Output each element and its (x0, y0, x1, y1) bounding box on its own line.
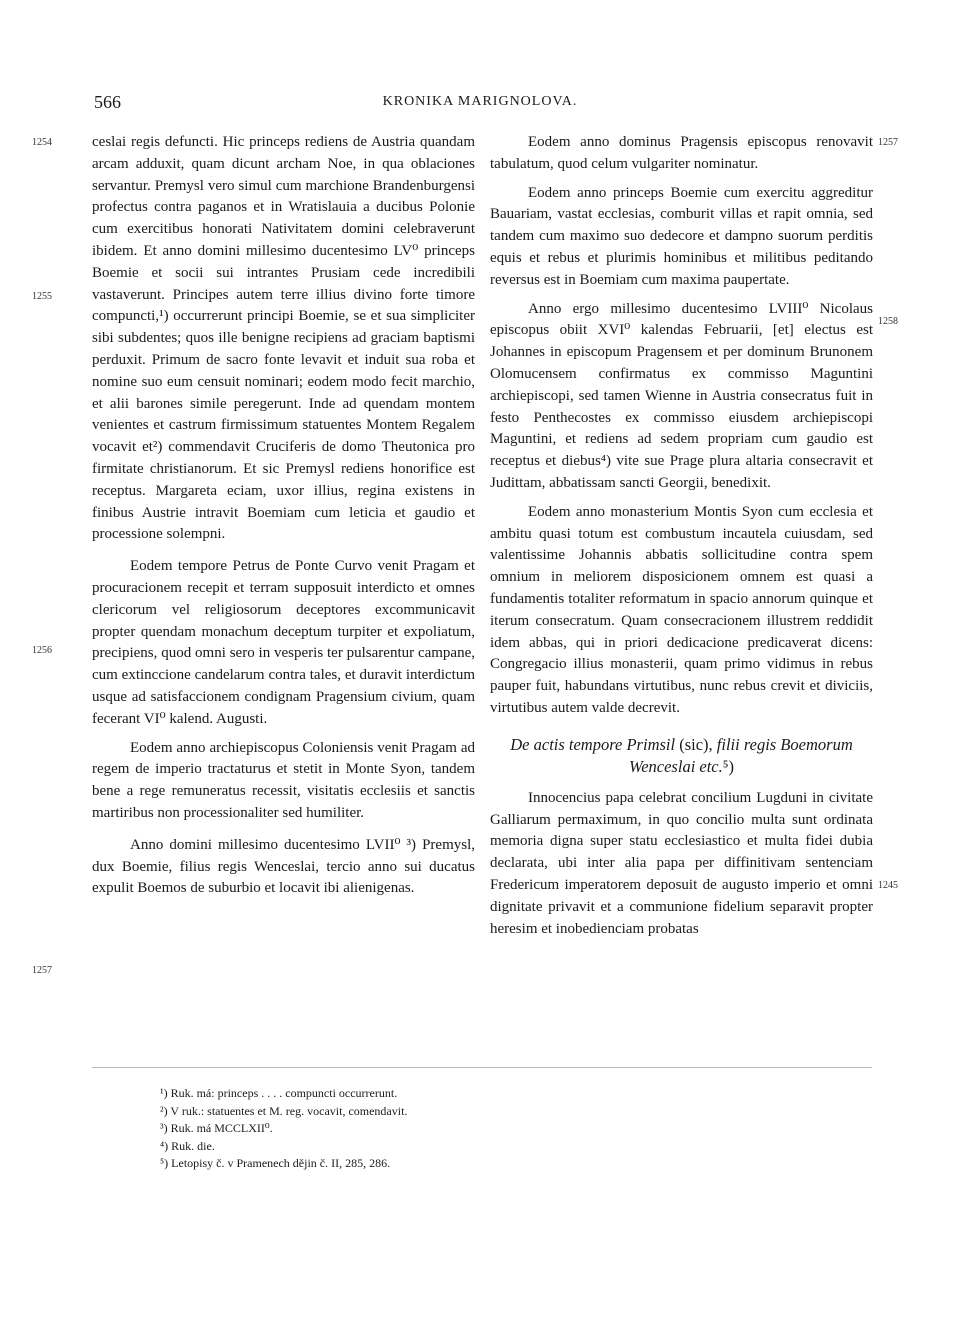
section-heading-part-d: ⁵) (722, 756, 735, 776)
footnote-5: ⁵) Letopisy č. v Pramenech dějin č. II, 285, 286. (160, 1156, 391, 1170)
margin-year-1258: 1258 (878, 316, 898, 327)
margin-year-1245: 1245 (878, 880, 898, 891)
section-heading (498, 734, 865, 778)
footnote-4: ⁴) Ruk. die. (160, 1138, 215, 1153)
page-header (0, 92, 960, 116)
left-paragraph-2: Eodem tempore Petrus de Ponte Curvo venit Pragam et procuracionem recepit et terram supposuit interdicto et omnes clericorum vel religiosorum deceptores excommunicavit propter quendam monachum deceptum turpiter et expoliatum, precipiens, quod omni sero in vesperis ter pulsarentur campane, cum extinccione candelarum contra tales, et duravit interdictum usque ad satisfaccionem condignam Pragensium civium, quam fecerant VI⁰ kalend. Augusti. (92, 558, 475, 727)
right-paragraph-1: Eodem anno dominus Pragensis episcopus renovavit tabulatum, quod celum vulgariter nominatur. (490, 134, 873, 172)
section-heading-part-b: (sic), (675, 734, 717, 754)
section-heading-part-c: filii regis Boemorum Wenceslai etc. (628, 734, 853, 776)
left-paragraph-1: ceslai regis defuncti. Hic princeps rediens de Austria quandam arcam adduxit, quam dicunt archam Noe, in qua oblaciones servantur. Premysl vero simul cum marchione Brandenburgensi profectus contra paganos et in Wratislauia a ducibus Polonie cum exercitibus honorati Nativitatem domini celebraverunt ibidem. Et anno domini millesimo ducentesimo LV⁰ princeps Boemie et socii sui intrantes Prusiam cede incredibili vastaverunt. Principes autem terre illius divino forte timore compuncti,¹) occurrerunt principi Boemie, se et sua simpliciter sibi subdentes; quos ille benigne recipiens ad graciam baptismi perduxit. Primum de sacro fonte levavit et induit sua roba et nomine suo eum censuit nominari; eodem modo fecit marchio, et alii barones simile peregerunt. Inde ad quendam montem venientes et castrum firmissimum statuentes Montem Regalem vocavit et²) commendavit Cruciferis de domo Theutonica pro firmitate christianorum. Et sic Premysl rediens honorifice est receptus. Margareta eciam, uxor illius, regina existens in finibus Austrie intravit Boemiam cum leticia et gaudio et processione solempni. (92, 134, 475, 543)
left-paragraph-4: Anno domini millesimo ducentesimo LVII⁰ ³) Premysl, dux Boemie, filius regis Wenceslai, tercio anno sui ducatus expulit Boemos de suburbio et locavit ibi alienigenas. (92, 836, 475, 897)
margin-year-1257-left: 1257 (32, 965, 52, 976)
footnote-2: ²) V ruk.: statuentes et M. reg. vocavit, comendavit. (160, 1103, 408, 1118)
margin-year-1256: 1256 (32, 645, 52, 656)
footnote-1: ¹) Ruk. má: princeps . . . . compuncti occurrerunt. (160, 1086, 398, 1100)
left-column (92, 132, 475, 907)
footnote-3: ³) Ruk. má MCCLXII⁰. (160, 1121, 273, 1135)
margin-year-1255: 1255 (32, 291, 52, 302)
running-title: KRONIKA MARIGNOLOVA. (382, 94, 578, 109)
section-heading-part-a: De actis tempore Primsil (510, 734, 676, 754)
right-paragraph-3: Anno ergo millesimo ducentesimo LVIII⁰ Nicolaus episcopus obiit XVI⁰ kalendas Februarii, [et] electus est Johannes in episcopum Pragensem et per dominum Brunonem Olomucensem confirmatus ex commisso Maguntini archiepiscopi, sed tamen Wienne in Austria consecratus fuit in festo Penthecostes ex commisso eiusdem archiepiscopi Maguntini, et rediens ad sedem propriam cum gaudio est receptus et diebus⁴) vite sue Prage plura altaria consecravit et Judittam, abbatissam sancti Georgii, benedixit. (490, 300, 873, 491)
left-paragraph-3: Eodem anno archiepiscopus Coloniensis venit Pragam ad regem de imperio tractaturus et stetit in Monte Syon, tandem bene a rege remuneratus recessit, visitatis ecclesiis et sanctis martiribus non processionaliter sed humiliter. (92, 739, 475, 821)
right-column (490, 132, 873, 947)
margin-year-1254: 1254 (32, 137, 52, 148)
right-paragraph-5: Innocencius papa celebrat concilium Lugduni in civitate Galliarum permaximum, in quo concilio multa sunt ordinata memoria digna super statu ecclesiastico et multa fidei dubia declarata, ubi inter alia papa per diffinitivam sentenciam Fredericum imperatorem deposuit de augusto imperio et omni dignitate privavit et a communione fidelium separavit propter heresim et inobedienciam probatas (490, 789, 873, 937)
margin-year-1257-right: 1257 (878, 137, 898, 148)
page-number: 566 (94, 92, 121, 112)
right-paragraph-4: Eodem anno monasterium Montis Syon cum ecclesia et ambitu quasi totum est combustum incautela cuiusdam, sed valentissime Johannis abbatis sollicitudine contra spem omnium in meliorem disposicionem omnem est quasi a fundamentis totaliter reformatum in spacio annorum quinque et iterum consecratum. Quam consecracionem illustrem reddidit idem abbas, qui in priori dedicacione predicaverat dicens: Congregacio illius monasterii, quam primo vidimus in rebus pauper fuit, habundans virtutibus, nunc rebus crevit et diviciis, virtutibus autem valde decrevit. (490, 503, 873, 716)
right-paragraph-2: Eodem anno princeps Boemie cum exercitu aggreditur Bauariam, vastat ecclesias, comburit villas et rapit omnia, sed tandem cum maximo suo dedecore et dampno suorum perditis equis et rebus et plurimis hominibus et militibus peditando reversus est in Boemiam cum maxima paupertate. (490, 184, 873, 288)
footnotes (160, 1085, 760, 1173)
footnote-divider (92, 1067, 872, 1068)
